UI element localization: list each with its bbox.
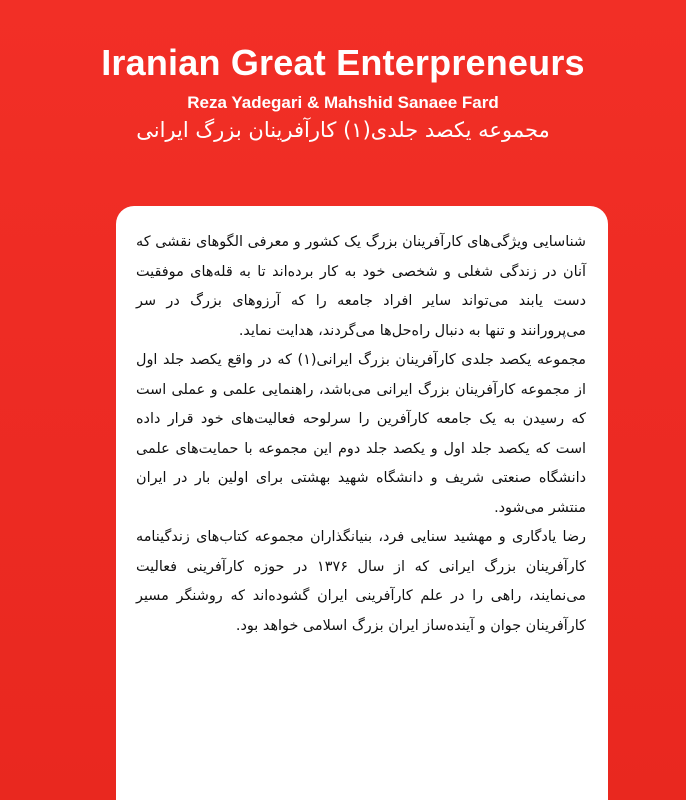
description-panel [116,206,608,800]
description-paragraph-3: رضا یادگاری و مهشید سنایی فرد، بنیانگذاران مجموعه کتاب‌های زندگینامه کارآفرینان بزرگ ایرانی که از سال ۱۳۷۶ در حوزه کارآفرینی فعالیت می‌نمایند، راهی را در علم کارآفرینی ایران گشوده‌اند که روشنگر مسیر کارآفرینان جوان و آینده‌ساز ایران بزرگ اسلامی خواهد بود. [136,529,586,634]
description-paragraph-2: مجموعه یکصد جلدی کارآفرینان بزرگ ایرانی(۱) که در واقع یکصد جلد اول از مجموعه کارآفرینان بزرگ ایرانی می‌باشد، راهنمایی علمی و عملی است که رسیدن به یک جامعه کارآفرین را سرلوحه فعالیت‌های خود قرار داده است که یکصد جلد اول و یکصد جلد دوم این مجموعه با حمایت‌های علمی دانشگاه صنعتی شریف و دانشگاه شهید بهشتی برای اولین بار در ایران منتشر می‌شود. [136,352,586,516]
persian-series-title: مجموعه یکصد جلدی(۱) کارآفرینان بزرگ ایرانی [136,118,550,142]
english-title: Iranian Great Enterpreneurs [101,42,585,83]
authors-line: Reza Yadegari & Mahshid Sanaee Fard [187,93,499,112]
description-paragraph-1: شناسایی ویژگی‌های کارآفرینان بزرگ یک کشور و معرفی الگوهای نقشی که آنان در زندگی شغلی و شخصی خود به کار برده‌اند تا به قله‌های موفقیت دست یابند می‌تواند سایر افراد جامعه را که آرزوهای بزرگ در سر می‌پرورانند و تنها به دنبال راه‌حل‌ها می‌گردند، هدایت نماید. [136,234,586,339]
